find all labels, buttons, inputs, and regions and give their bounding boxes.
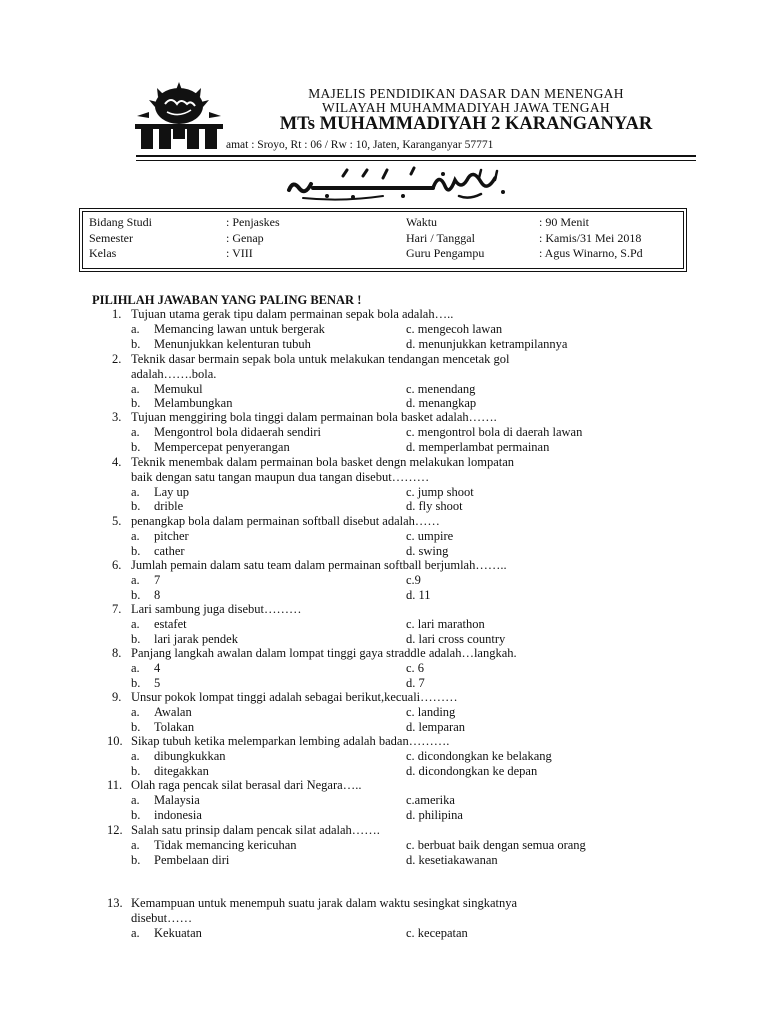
question-number: 12. bbox=[107, 823, 123, 837]
option-text: dibungkukkan bbox=[154, 748, 226, 763]
question-number: 8. bbox=[112, 646, 122, 660]
semester-label: Semester bbox=[89, 231, 133, 245]
question-number: 7. bbox=[112, 602, 122, 616]
header-line-1: MAJELIS PENDIDIKAN DASAR DAN MENENGAH bbox=[308, 86, 624, 101]
option-text: c.amerika bbox=[406, 792, 455, 807]
question-text: disebut…… bbox=[131, 910, 193, 925]
question-number: 6. bbox=[112, 558, 122, 572]
subject-value: : Penjaskes bbox=[226, 215, 280, 229]
muhammadiyah-logo bbox=[133, 82, 225, 150]
option-text: Kekuatan bbox=[154, 925, 202, 940]
option-letter: a. bbox=[131, 748, 140, 763]
bismillah-calligraphy-icon bbox=[283, 166, 513, 202]
option-text: Malaysia bbox=[154, 792, 200, 807]
option-letter: a. bbox=[131, 321, 140, 336]
option-letter: b. bbox=[131, 719, 141, 734]
option-text: estafet bbox=[154, 616, 187, 631]
option-letter: a. bbox=[131, 424, 140, 439]
class-value: : VIII bbox=[226, 246, 253, 260]
question-text: baik dengan satu tangan maupun dua tangan disebut……… bbox=[131, 469, 430, 484]
option-letter: a. bbox=[131, 704, 140, 719]
option-letter: a. bbox=[131, 616, 140, 631]
question-text: Tujuan menggiring bola tinggi dalam permainan bola basket adalah……. bbox=[131, 410, 497, 424]
option-text: Pembelaan diri bbox=[154, 852, 230, 867]
option-text: 8 bbox=[154, 587, 161, 602]
option-text: c. lari marathon bbox=[406, 616, 485, 631]
question-text: Sikap tubuh ketika melemparkan lembing adalah badan………. bbox=[131, 734, 450, 748]
option-text: c. kecepatan bbox=[406, 925, 468, 940]
date-label: Hari / Tanggal bbox=[406, 231, 475, 245]
option-text: Tolakan bbox=[154, 719, 195, 734]
question-text: Panjang langkah awalan dalam lompat tinggi gaya straddle adalah…langkah. bbox=[131, 646, 517, 660]
option-text: d. swing bbox=[406, 543, 449, 558]
option-letter: b. bbox=[131, 675, 141, 690]
option-text: indonesia bbox=[154, 807, 202, 822]
option-text: ditegakkan bbox=[154, 763, 209, 778]
option-text: c. jump shoot bbox=[406, 484, 474, 499]
teacher-value: : Agus Winarno, S.Pd bbox=[539, 246, 643, 260]
option-text: Awalan bbox=[154, 704, 192, 719]
option-text: c. umpire bbox=[406, 528, 454, 543]
school-name: MTs MUHAMMADIYAH 2 KARANGANYAR bbox=[279, 114, 653, 134]
option-text: 4 bbox=[154, 660, 161, 675]
header-rule-thick bbox=[136, 155, 696, 157]
question-number: 4. bbox=[112, 455, 122, 469]
option-letter: a. bbox=[131, 925, 140, 940]
option-letter: b. bbox=[131, 396, 141, 411]
option-text: cather bbox=[154, 543, 185, 558]
option-text: c.9 bbox=[406, 572, 421, 587]
option-letter: a. bbox=[131, 528, 140, 543]
question-text: Olah raga pencak silat berasal dari Negara….. bbox=[131, 778, 362, 792]
question-text: Kemampuan untuk menempuh suatu jarak dalam waktu sesingkat singkatnya bbox=[131, 896, 518, 910]
duration-value: : 90 Menit bbox=[539, 215, 589, 229]
header-line-2: WILAYAH MUHAMMADIYAH JAWA TENGAH bbox=[322, 100, 610, 115]
question-number: 11. bbox=[107, 778, 123, 792]
question-number: 2. bbox=[112, 352, 122, 366]
option-text: d. 7 bbox=[406, 675, 425, 690]
option-text: Mempercepat penyerangan bbox=[154, 439, 290, 454]
option-text: 7 bbox=[154, 572, 161, 587]
option-text: Memukul bbox=[154, 381, 203, 396]
option-text: d. dicondongkan ke depan bbox=[406, 763, 538, 778]
option-text: d. 11 bbox=[406, 587, 431, 602]
date-value: : Kamis/31 Mei 2018 bbox=[539, 231, 642, 245]
question-text: adalah…….bola. bbox=[131, 366, 217, 381]
option-text: lari jarak pendek bbox=[154, 631, 238, 646]
question-text: Tujuan utama gerak tipu dalam permainan sepak bola adalah….. bbox=[131, 307, 454, 321]
option-text: c. menendang bbox=[406, 381, 476, 396]
question-text: Jumlah pemain dalam satu team dalam permainan softball berjumlah…….. bbox=[131, 558, 507, 572]
option-letter: b. bbox=[131, 763, 141, 778]
class-label: Kelas bbox=[89, 246, 117, 260]
option-letter: b. bbox=[131, 499, 141, 514]
option-text: Memancing lawan untuk bergerak bbox=[154, 321, 325, 336]
semester-value: : Genap bbox=[226, 231, 264, 245]
question-text: Teknik menembak dalam permainan bola basket dengn melakukan lompatan bbox=[131, 455, 515, 469]
option-text: c. mengontrol bola di daerah lawan bbox=[406, 424, 583, 439]
option-text: Melambungkan bbox=[154, 396, 233, 411]
option-letter: a. bbox=[131, 484, 140, 499]
option-text: c. dicondongkan ke belakang bbox=[406, 748, 552, 763]
teacher-label: Guru Pengampu bbox=[406, 246, 485, 260]
option-letter: a. bbox=[131, 837, 140, 852]
option-letter: a. bbox=[131, 660, 140, 675]
option-text: Mengontrol bola didaerah sendiri bbox=[154, 424, 321, 439]
option-text: d. kesetiakawanan bbox=[406, 852, 498, 867]
option-text: c. mengecoh lawan bbox=[406, 321, 503, 336]
option-text: d. lari cross country bbox=[406, 631, 506, 646]
option-text: drible bbox=[154, 499, 184, 514]
option-letter: b. bbox=[131, 439, 141, 454]
option-text: c. landing bbox=[406, 704, 456, 719]
question-number: 9. bbox=[112, 690, 122, 704]
option-text: Lay up bbox=[154, 484, 190, 499]
instruction: PILIHLAH JAWABAN YANG PALING BENAR ! bbox=[92, 293, 362, 307]
option-letter: b. bbox=[131, 807, 141, 822]
option-text: c. 6 bbox=[406, 660, 425, 675]
question-number: 1. bbox=[112, 307, 122, 321]
option-text: Tidak memancing kericuhan bbox=[154, 837, 297, 852]
subject-label: Bidang Studi bbox=[89, 215, 153, 229]
question-text: Unsur pokok lompat tinggi adalah sebagai berikut,kecuali……… bbox=[131, 690, 458, 704]
header-rule-thin bbox=[136, 160, 696, 161]
option-text: d. fly shoot bbox=[406, 499, 463, 514]
option-letter: b. bbox=[131, 852, 141, 867]
option-text: d. philipina bbox=[406, 807, 463, 822]
option-text: c. berbuat baik dengan semua orang bbox=[406, 837, 586, 852]
option-text: d. lemparan bbox=[406, 719, 466, 734]
school-address: amat : Sroyo, Rt : 06 / Rw : 10, Jaten, Karanganyar 57771 bbox=[226, 139, 494, 151]
option-text: d. menunjukkan ketrampilannya bbox=[406, 336, 568, 351]
duration-label: Waktu bbox=[406, 215, 438, 229]
question-text: Salah satu prinsip dalam pencak silat adalah……. bbox=[131, 823, 380, 837]
option-letter: b. bbox=[131, 587, 141, 602]
option-letter: a. bbox=[131, 572, 140, 587]
option-letter: b. bbox=[131, 631, 141, 646]
question-number: 13. bbox=[107, 896, 123, 910]
question-number: 5. bbox=[112, 514, 122, 528]
option-letter: a. bbox=[131, 792, 140, 807]
option-text: 5 bbox=[154, 675, 161, 690]
question-text: penangkap bola dalam permainan softball disebut adalah…… bbox=[131, 514, 440, 528]
question-number: 10. bbox=[107, 734, 123, 748]
option-letter: b. bbox=[131, 336, 141, 351]
option-text: Menunjukkan kelenturan tubuh bbox=[154, 336, 311, 351]
option-text: d. menangkap bbox=[406, 396, 477, 411]
option-letter: b. bbox=[131, 543, 141, 558]
question-number: 3. bbox=[112, 410, 122, 424]
option-letter: a. bbox=[131, 381, 140, 396]
option-text: pitcher bbox=[154, 528, 189, 543]
option-text: d. memperlambat permainan bbox=[406, 439, 550, 454]
question-text: Teknik dasar bermain sepak bola untuk melakukan tendangan mencetak gol bbox=[131, 352, 510, 366]
question-text: Lari sambung juga disebut……… bbox=[131, 602, 302, 616]
